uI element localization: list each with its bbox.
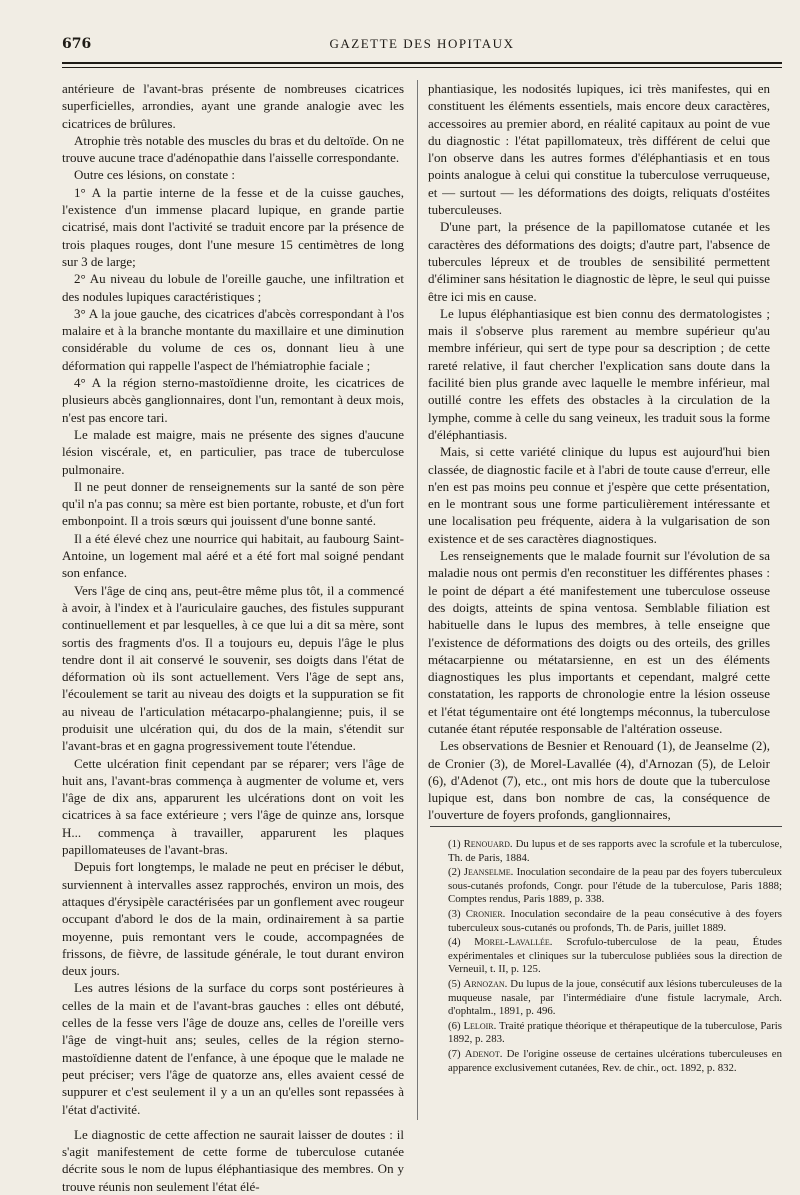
footnote — [448, 866, 782, 907]
paragraph: Outre ces lésions, on constate : — [74, 167, 236, 183]
footnote-text: Inoculation secondaire de la peau consécutive à des foyers tuberculeux sous-cutanés ou profonds, Th. de Paris, juillet 1889. — [448, 907, 783, 934]
footnote-text: Inoculation secondaire de la peau par des foyers tuberculeux sous-cutanés profonds, Congr. pour l'étude de la tuberculose, Paris 1888; Comptes rendus, Paris 1889, p. 338. — [448, 866, 782, 906]
journal-title: GAZETTE DES HOPITAUX — [329, 36, 515, 51]
paragraph: 4° A la région sterno-mastoïdienne droite, les cicatrices de plusieurs abcès ganglionnaires, dont l'un, remontant à deux mois, n'est pas encore tari. — [62, 375, 404, 425]
footnote-number: (6) — [448, 1019, 461, 1032]
footnote-text: Du lupus de la joue, consécutif aux lésions tuberculeuses de la muqueuse nasale, par l'intermédiaire d'une fistule lacrymale, Arch. d'ophtalm., 1891, p. 496. — [448, 977, 782, 1018]
footnote-number: (5) — [448, 977, 461, 990]
paragraph: Le diagnostic de cette affection ne saurait laisser de doutes : il s'agit manifestement de cette forme de tuberculose cutanée décrite sous le nom de lupus éléphantiasique des membres. On y trouve réunis non seulement l'état élé- — [62, 1126, 404, 1194]
paragraph: Depuis fort longtemps, le malade ne peut en préciser le début, surviennent à intervalles assez rapprochés, environ un mois, des attaques d'érysipèle caractérisées par un gonflement avec rougeur occupant d'abord le dos de la main, ordinairement à sa partie moyenne, puis remontant vers le coude, accompagnées de frissons, de fièvre, de lassitude générale, le tout durant environ deux jours. — [62, 859, 404, 979]
footnote-text: Scrofulo-tuberculose de la peau, Études expérimentales et cliniques sur la tuberculose publiées sous la direction de Verneuil, t. II, p. 125. — [448, 936, 782, 976]
footnotes — [448, 838, 782, 1076]
right-column — [428, 80, 770, 824]
paragraph: Le lupus éléphantiasique est bien connu des dermatologistes ; mais il s'observe plus rarement au membre supérieur qu'au membre inférieur, qui sert de type pour sa description ; de cette rareté relative, il faut chercher l'explication sans doute dans la facilité bien plus grande avec laquelle le membre inférieur, mal outillé contre les effets des obstacles à la circulation de la lymphe, comme à celle du sang veineux, les traduit sous la forme d'éléphantiasis. — [428, 305, 770, 442]
paragraph: Atrophie très notable des muscles du bras et du deltoïde. On ne trouve aucune trace d'adénopathie dans l'aisselle correspondante. — [62, 132, 404, 166]
footnote-number: (4) — [448, 936, 461, 949]
paragraph: 2° Au niveau du lobule de l'oreille gauche, une infiltration et des nodules lupiques caractéristiques ; — [62, 271, 404, 304]
paragraph: Le malade est maigre, mais ne présente des signes d'aucune lésion viscérale, et, en particulier, pas trace de tuberculose pulmonaire. — [62, 426, 404, 477]
paragraph: Cette ulcération finit cependant par se réparer; vers l'âge de huit ans, l'avant-bras commença à augmenter de volume et, vers l'âge de dix ans, apparurent les ulcérations dont on voit les cicatrices à sa face extérieure ; vers l'âge de quinze ans, lorsque H... commença à travailler, apparurent les plaques papillomateuses de l'avant-bras. — [62, 755, 404, 858]
footnote-number: (2) — [448, 866, 461, 879]
paragraph: 1° A la partie interne de la fesse et de la cuisse gauches, l'existence d'un immense placard lupique, en grande partie cicatrisé, mais dont l'activité se traduit encore par la présence de trois plaques rouges, dont l'une mesure 15 centimètres de long sur 3 de large; — [62, 184, 404, 269]
footnote-author: Renouard. — [463, 838, 513, 850]
footnote — [448, 908, 782, 935]
footnote-author: Cronier. — [465, 907, 506, 920]
header-rule-thick — [62, 62, 782, 64]
footnote-author: Leloir. — [463, 1019, 497, 1032]
footnote-author: Adenot. — [464, 1047, 503, 1060]
paragraph: Vers l'âge de cinq ans, peut-être même plus tôt, il a commencé à avoir, à l'index et à l'auriculaire gauches, des fistules suppurant continuellement et par lesquelles, à ce que lui a dit sa mère, sont sortis des fragments d'os. Il a toujours eu, depuis l'âge le plus tendre dont il ait conservé le souvenir, ses doigts dans l'état de déformation où ils sont actuellement. Vers l'âge de sept ans, l'écoulement se tarit au niveau des doigts et la suppuration se fit au niveau de l'articulation métacarpo-phalangienne; puis, il se produisit une ulcération qui, du dos de la main, s'étendit sur l'avant-bras et en gagna progressivement toute l'étendue. — [62, 582, 404, 754]
column-divider — [417, 80, 418, 1120]
footnote — [448, 1048, 782, 1075]
paragraph: 3° A la joue gauche, des cicatrices d'abcès correspondant à l'os malaire et à la branche montante du maxillaire et une diminution considérable du volume de ces os, donnant lieu à une déformation qui rappelle l'aspect de l'hémiatrophie faciale ; — [62, 305, 404, 373]
left-column — [62, 80, 404, 1195]
footnote-text: Traité pratique théorique et thérapeutique de la tuberculose, Paris 1892, p. 283. — [448, 1019, 782, 1046]
footnote — [448, 936, 782, 977]
footnote-text: De l'origine osseuse de certaines ulcérations tuberculeuses en apparence exclusivement cutanées, Rev. de chir., oct. 1892, p. 832. — [448, 1047, 782, 1074]
footnote — [448, 838, 782, 865]
footnote — [448, 978, 782, 1019]
paragraph: antérieure de l'avant-bras présente de nombreuses cicatrices superficielles, arrondies, ayant une grande analogie avec les cicatrices de brûlures. — [62, 81, 404, 131]
footnote-author: Morel-Lavallée. — [474, 936, 553, 949]
paragraph: Les observations de Besnier et Renouard (1), de Jeanselme (2), de Cronier (3), de Morel-Lavallée (4), d'Arnozan (5), de Leloir (6), d'Adenot (7), etc., ont mis hors de doute que la tuberculose lupique est, dans bon nombre de cas, la conséquence de l'ouverture de foyers profonds, ganglionnaires, — [428, 738, 770, 823]
page-number: 676 — [62, 36, 92, 52]
paragraph: phantiasique, les nodosités lupiques, ici très manifestes, qui en constituent les éléments essentiels, mais encore deux caractères, accessoires au premier abord, en réalité capitaux au point de vue du diagnostic : l'état papillomateux, très différent de celui que l'on observe dans les autres formes d'éléphantiasis et en tous points analogue à celui qui constitue la tuberculose verruqueuse, et — surtout — les déformations des doigts, reliquats d'ostéites tuberculeuses. — [428, 81, 770, 218]
page-header — [62, 36, 782, 62]
footnote-author: Jeanselme. — [463, 866, 514, 879]
paragraph: Mais, si cette variété clinique du lupus est aujourd'hui bien classée, de diagnostic facile et à l'abri de toute cause d'erreur, elle n'en est pas moins peu connue et j'espère que cette présentation, en le montrant sous une forme particulièrement intéressante et une localisation peu fréquente, aidera à la vulgarisation de son existence et de ses caractères diagnostiques. — [428, 444, 770, 546]
footnote — [448, 1020, 782, 1047]
paragraph: Les renseignements que le malade fournit sur l'évolution de sa maladie nous ont permis d'en reconstituer les différentes phases : le point de départ a été manifestement une tuberculose osseuse des doigts, atteints de spina ventosa. Semblable filiation est habituelle dans le lupus des membres, à telle enseigne que l'existence de déformations des doigts ou des orteils, des grilles métacarpienne ou métatarsienne, en est un des éléments diagnostiques les plus importants et cependant, malgré cette constatation, les rapports de chronologie entre la lésion osseuse et l'état tégumentaire ont été longtemps méconnus, la tuberculose cutanée étant réputée responsable de l'altération osseuse. — [428, 548, 770, 736]
paragraph: Les autres lésions de la surface du corps sont postérieures à celles de la main et de l'avant-bras gauches : elles ont débuté, celles de la fesse vers l'âge de douze ans, celles de l'oreille vers l'âge de vingt-huit ans; seules, celles de la région sterno-mastoïdienne datent de l'enfance, à une époque que le malade ne peut préciser; vers l'âge de quatorze ans, elles avaient cessé de suppurer et c'est seulement il y a un an qu'elles sont repassées à l'état d'activité. — [62, 980, 404, 1117]
footnote-number: (3) — [448, 907, 461, 920]
paragraph: D'une part, la présence de la papillomatose cutanée et les caractères des déformations des doigts; d'autre part, l'absence de tubercules lépreux et de troubles de sensibilité permettent d'éliminer sans hésitation le diagnostic de lèpre, le seul qui puisse être ici mis en cause. — [428, 219, 770, 304]
header-rule-thin — [62, 67, 782, 68]
footnote-rule — [430, 826, 782, 827]
paragraph: Il a été élevé chez une nourrice qui habitait, au faubourg Saint-Antoine, un logement mal aéré et a été fort mal soigné pendant son enfance. — [62, 530, 404, 581]
footnote-number: (7) — [448, 1047, 461, 1060]
footnote-number: (1) — [448, 838, 461, 850]
footnote-author: Arnozan. — [463, 977, 508, 990]
paragraph: Il ne peut donner de renseignements sur la santé de son père qu'il n'a pas connu; sa mère est bien portante, robuste, et d'un fort embonpoint. Il a trois sœurs qui jouissent d'une bonne santé. — [62, 478, 404, 529]
footnote-text: Du lupus et de ses rapports avec la scrofule et la tuberculose, Th. de Paris, 1884. — [448, 838, 783, 864]
